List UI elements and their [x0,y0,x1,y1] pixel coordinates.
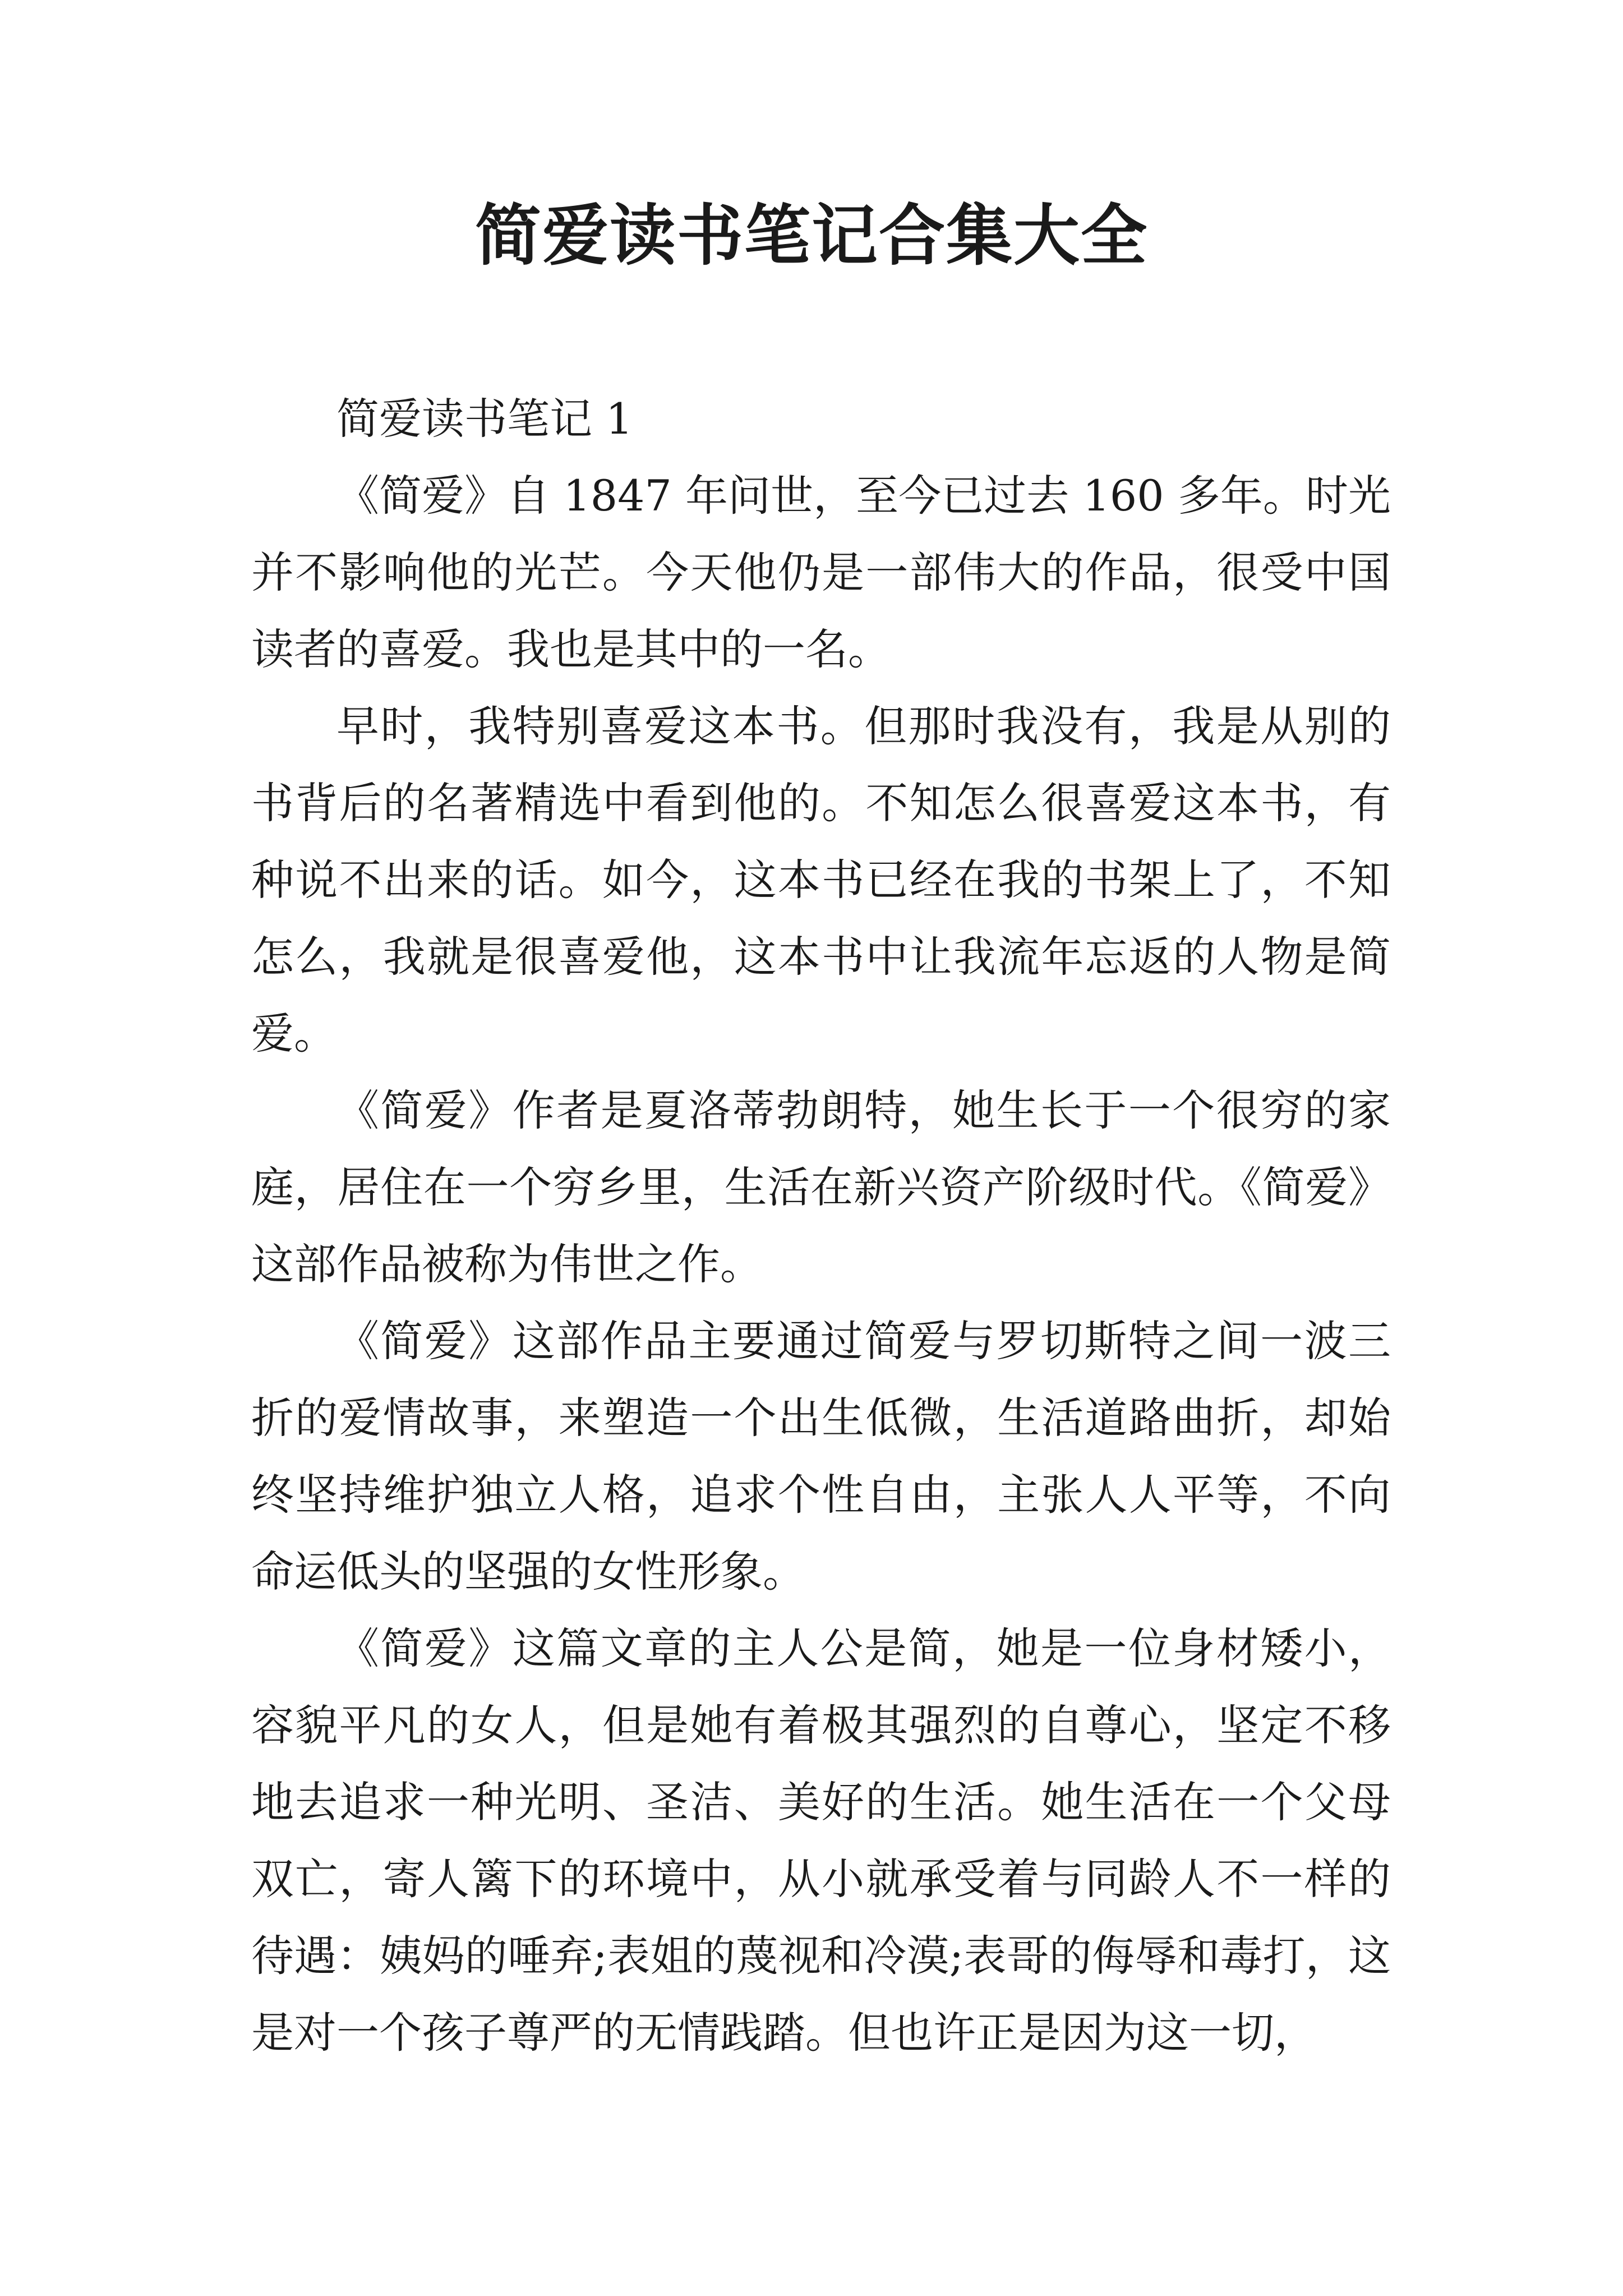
paragraph: 《简爱》自 1847 年问世，至今已过去 160 多年。时光并不影响他的光芒。今天他仍是一部伟大的作品，很受中国读者的喜爱。我也是其中的一名。 [251,471,1391,674]
document-title: 简爱读书笔记合集大全 [474,196,1148,274]
paragraph: 《简爱》作者是夏洛蒂勃朗特，她生长于一个很穷的家庭，居住在一个穷乡里，生活在新兴资产阶级时代。《简爱》这部作品被称为伟世之作。 [251,1085,1391,1289]
document-body [251,380,1391,2071]
paragraph: 早时，我特别喜爱这本书。但那时我没有，我是从别的书背后的名著精选中看到他的。不知怎么很喜爱这本书，有种说不出来的话。如今，这本书已经在我的书架上了，不知怎么，我就是很喜爱他，这本书中让我流年忘返的人物是简爱。 [251,701,1391,1059]
section-heading: 简爱读书笔记 1 [336,394,633,444]
paragraph: 《简爱》这部作品主要通过简爱与罗切斯特之间一波三折的爱情故事，来塑造一个出生低微，生活道路曲折，却始终坚持维护独立人格，追求个性自由，主张人人平等，不向命运低头的坚强的女性形象。 [251,1316,1391,1596]
paragraph: 《简爱》这篇文章的主人公是简，她是一位身材矮小，容貌平凡的女人，但是她有着极其强烈的自尊心，坚定不移地去追求一种光明、圣洁、美好的生活。她生活在一个父母双亡，寄人篱下的环境中，从小就承受着与同龄人不一样的待遇：姨妈的唾弃;表姐的蔑视和冷漠;表哥的侮辱和毒打，这是对一个孩子尊严的无情践踏。但也许正是因为这一切， [251,1623,1391,2058]
